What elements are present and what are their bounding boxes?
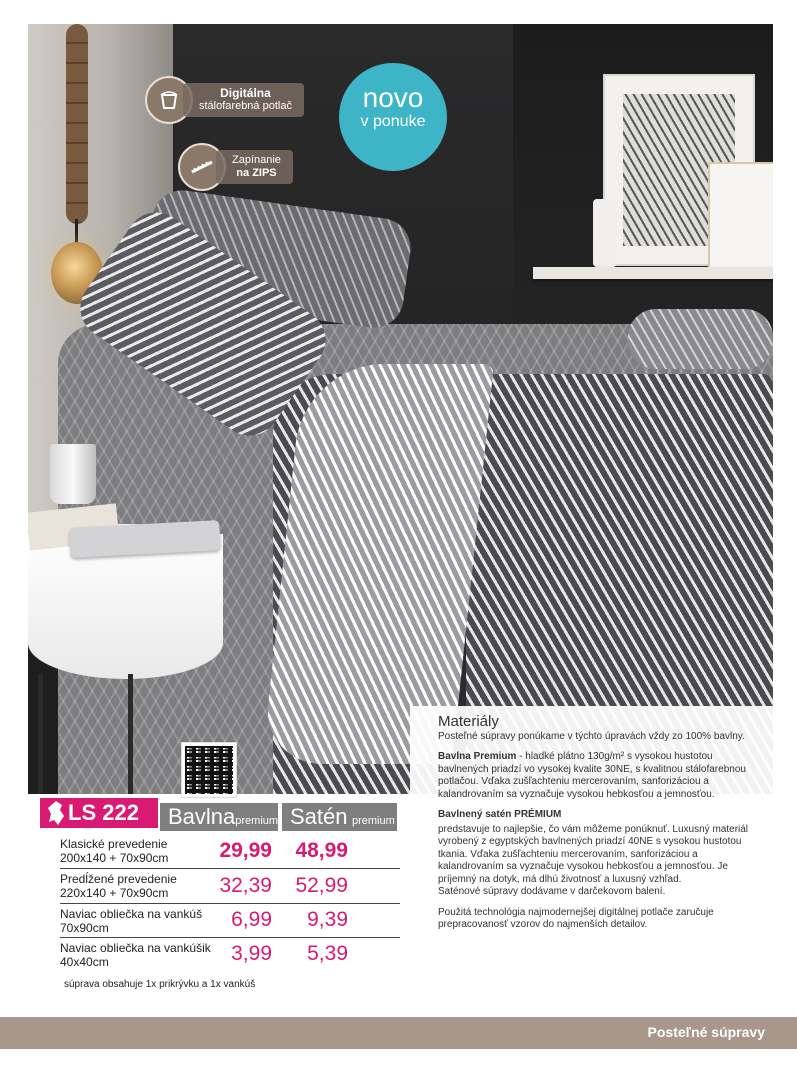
new-badge	[339, 63, 447, 171]
new-badge-small: v ponuke	[360, 113, 426, 130]
footer-section-title: Posteľné súpravy	[647, 1024, 765, 1040]
table-leg	[38, 674, 43, 794]
row-label: Predĺžené prevedenie 220x140 + 70x90cm	[60, 872, 177, 900]
row-label: Naviac obliečka na vankúšik 40x40cm	[60, 941, 211, 969]
cotton-text: - hladké plátno 130g/m² s vysokou hustotou bavlnených priadzí vo vysokej kvalite 30NE, s kvalitnou stálofarebnou potlačou. Vďaka zušľachteniu mercerovaním, sanforizáciou a kalandrovaním sa vyznačuje vysokou hebkosťou a jemnosťou.	[438, 751, 746, 800]
column-satin-suffix: premium	[351, 815, 395, 827]
price-row	[60, 869, 400, 904]
product-code: LS 222	[68, 800, 139, 825]
row-label: Klasické prevedenie 200x140 + 70x90cm	[60, 837, 169, 865]
column-cotton-header	[160, 803, 278, 831]
price-cotton: 32,39	[219, 874, 272, 897]
zip-badge	[178, 143, 293, 191]
price-cotton: 29,99	[219, 839, 272, 862]
satin-gift: Saténové súpravy dodávame v darčekovom balení.	[438, 886, 666, 897]
mug	[50, 444, 96, 504]
badge-print-text: stálofarebná potlač	[199, 100, 292, 112]
badge-zip-line2: na ZIPS	[236, 167, 277, 179]
lamp-beads	[66, 24, 88, 224]
digital-print-badge	[145, 76, 304, 124]
cotton-premium-description	[438, 751, 759, 801]
table-leg	[128, 674, 133, 794]
pillow-right	[628, 309, 773, 369]
column-cotton-suffix: premium	[235, 815, 279, 827]
new-badge-big: novo	[362, 82, 424, 113]
qr-code-icon[interactable]	[182, 743, 236, 797]
column-cotton-name: Bavlna	[168, 804, 236, 829]
shelf	[533, 267, 773, 279]
tech-note: Použitá technológia najmodernejšej digitálnej potlače zaručuje prepracovanosť vzorov do najmenších detailov.	[438, 906, 714, 930]
materials-heading: Materiály	[438, 713, 499, 730]
badge-print-title: Digitálna	[220, 86, 271, 100]
row-label: Naviac obliečka na vankúš 70x90cm	[60, 907, 203, 935]
footer-bar	[0, 1017, 797, 1049]
price-satin: 9,39	[307, 908, 348, 931]
materials-box	[410, 706, 773, 1004]
price-satin: 5,39	[307, 942, 348, 965]
column-satin-header	[282, 803, 397, 831]
slovakia-map-icon	[46, 800, 66, 826]
satin-text: predstavuje to najlepšie, čo vám môžeme ponúknuť. Luxusný materiál vyrobený z egyptských bavlnených priadzí 40NE s vysokou hustotou tkania. Vďaka zušľachteniu mercerovaním, sanforizáciou a kalandrovaním sa vyznačuje vysokou hebkosťou a jemnosťou. Je príjemný na dotyk, má dlhú životnosť a luxusný vzhľad.	[438, 823, 749, 885]
price-satin: 52,99	[295, 874, 348, 897]
vase	[593, 199, 617, 267]
price-row	[60, 938, 400, 971]
picture-frame-sketch	[708, 162, 773, 271]
price-row	[60, 835, 400, 869]
side-table	[28, 534, 223, 679]
price-satin: 48,99	[295, 839, 348, 862]
cotton-title: Bavlna Premium	[438, 751, 517, 762]
column-satin-name: Satén	[290, 804, 348, 829]
price-row	[60, 904, 400, 938]
materials-intro: Posteľné súpravy ponúkame v týchto úpravách vždy zo 100% bavlny.	[438, 730, 745, 742]
badge-zip-line1: Zapínanie	[232, 154, 281, 166]
price-cotton: 6,99	[231, 908, 272, 931]
satin-description	[438, 824, 759, 899]
lamp-cord	[75, 219, 78, 244]
product-code-tag	[40, 798, 158, 828]
price-cotton: 3,99	[231, 942, 272, 965]
satin-title: Bavlnený satén PRÉMIUM	[438, 809, 562, 820]
set-contents-note: súprava obsahuje 1x prikrývku a 1x vankúš	[64, 979, 256, 990]
